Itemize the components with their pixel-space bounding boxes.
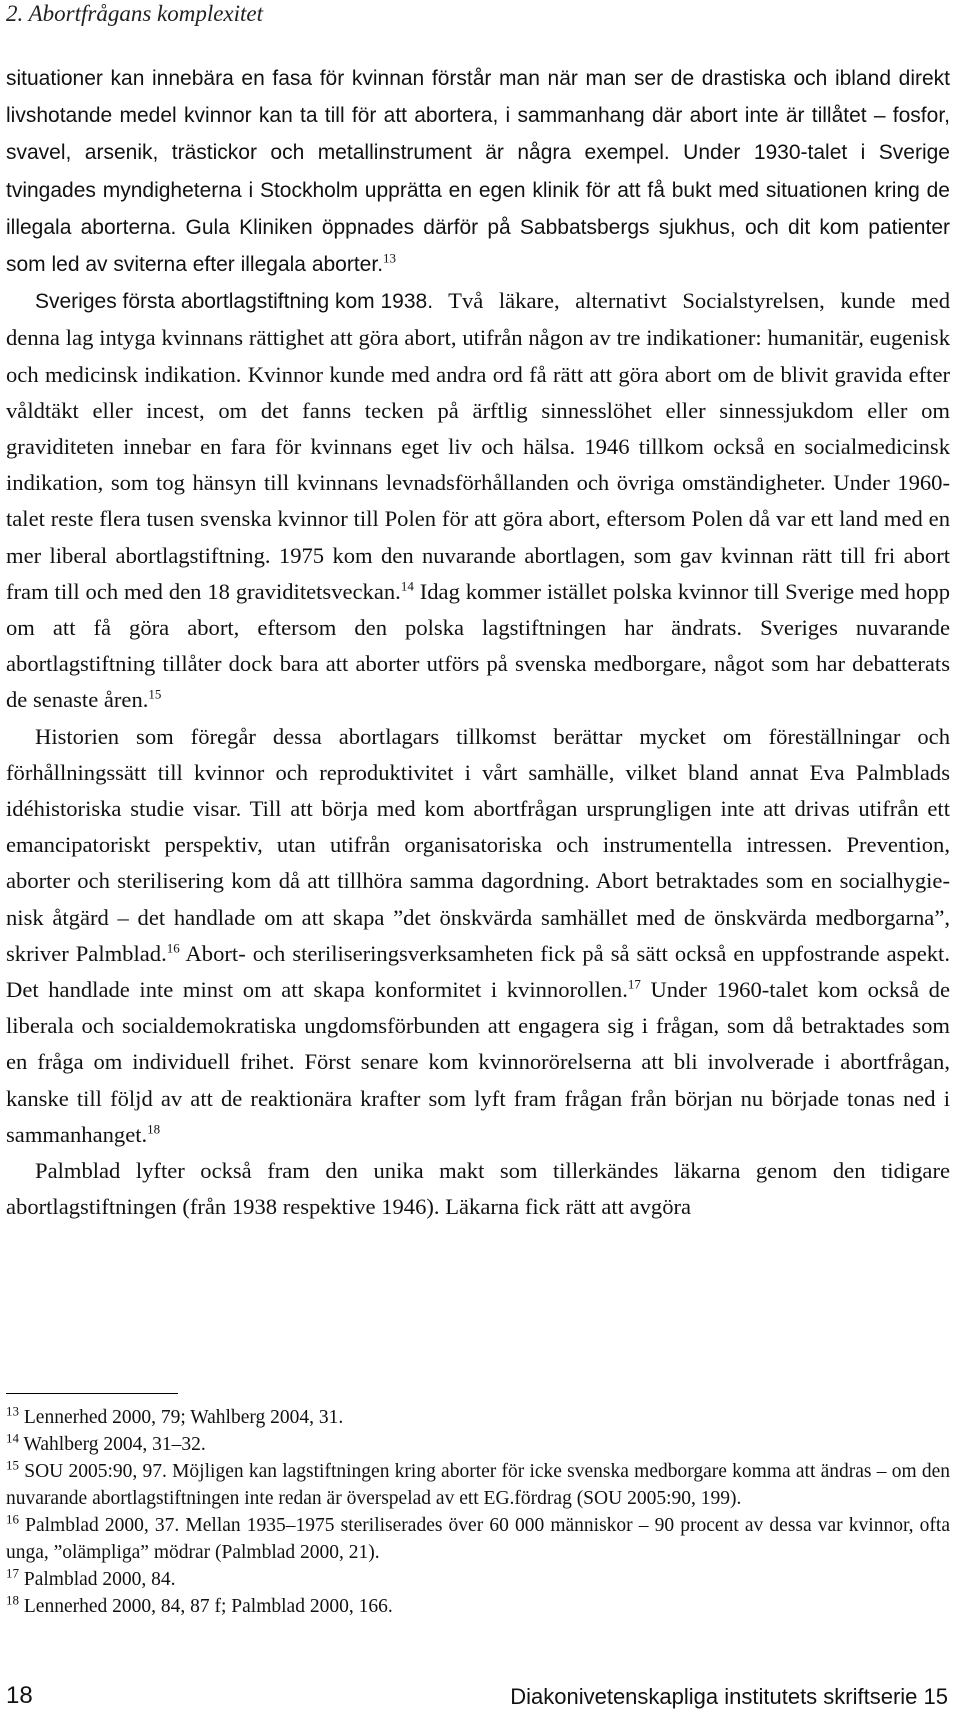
paragraph-4-text: Palmblad lyfter också fram den unika makt som tillerkändes läkarna genom den tidigare abortlagstiftningen (från 1938 respektive 1946). Läkarna fick rätt att avgöra [6, 1158, 950, 1220]
footnote-14 [6, 1431, 950, 1458]
footnote-number: 15 [6, 1457, 19, 1473]
paragraph-2-lead: Sveriges första abortlagstiftning kom 1938. [35, 290, 434, 314]
paragraph-4 [6, 1153, 950, 1225]
footnote-number: 14 [6, 1430, 19, 1446]
footnote-text: Palmblad 2000, 84. [19, 1569, 176, 1590]
footnote-16 [6, 1512, 950, 1566]
paragraph-3-text-c: Under 1960-talet kom också de liberala och socialdemokratiska ungdomsförbunden att engagera sig i frågan, som då betraktades som en fråga om individuell frihet. Först senare kom kvinnorörelserna att bli involverade i abortfrågan, kanske till följd av att de reaktionära krafter som lyft fram frågan från början nu började tonas ned i sammanhanget. [6, 977, 950, 1147]
footnote-17 [6, 1566, 950, 1593]
footnote-number: 17 [6, 1565, 19, 1581]
footnote-number: 18 [6, 1592, 19, 1608]
footnote-ref-18[interactable]: 18 [147, 1121, 161, 1137]
running-head: 2. Abortfrågans komplexitet [6, 1, 264, 26]
footnote-ref-13[interactable]: 13 [383, 250, 397, 266]
footnotes [6, 1404, 950, 1620]
paragraph-1 [6, 60, 950, 283]
footnote-divider [6, 1393, 178, 1394]
footnote-text: Lennerhed 2000, 79; Wahlberg 2004, 31. [19, 1407, 344, 1428]
footnote-number: 16 [6, 1511, 19, 1527]
footnote-13 [6, 1404, 950, 1431]
paragraph-2 [6, 283, 950, 718]
footnote-text: Lennerhed 2000, 84, 87 f; Palmblad 2000, 166. [19, 1596, 393, 1617]
body-text [6, 60, 950, 1226]
paragraph-3-text-b: Abort- och steriliseringsverksamheten fick på så sätt också en uppfostrande aspekt. Det handlade inte minst om att skapa konformitet i kvinnorollen. [6, 940, 950, 1003]
footnote-ref-17[interactable]: 17 [627, 976, 641, 992]
paragraph-2-text-a: Två läkare, alternativt Socialstyrelsen, kunde med denna lag intyga kvinnans rättighet att göra abort, utifrån någon av tre indikationer: humanitär, eugenisk och medicinsk indikation. Kvinnor kunde med andra ord få rätt att göra abort om de blivit gravida efter våldtäkt eller incest, om det fanns tecken på ärftlig sinnesslöhet eller sinnessjukdom eller om graviditeten innebar en fara för kvinnans eget liv och hälsa. 1946 tillkom också en socialmedicinsk indikation, som tog hänsyn till kvinnans levnadsförhållanden och övriga omständigheter. Under 1960-talet reste flera tusen svenska kvinnor till Polen för att göra abort, eftersom Polen då var ett land med en mer liberal abortlagstiftning. 1975 kom den nuvarande abortlagen, som gav kvinnan rätt till fri abort fram till och med den 18 graviditetsveckan. [6, 288, 950, 604]
footnote-15 [6, 1458, 950, 1512]
paragraph-3-text-a: Historien som föregår dessa abortlagars tillkomst berättar mycket om föreställningar och förhållningssätt till kvinnor och reproduktivitet i vårt samhälle, vilket bland annat Eva Palmblads idéhistoriska studie visar. Till att börja med kom abortfrågan ursprungligen inte att drivas utifrån ett emancipatoriskt perspektiv, utan utifrån organisatoriska och instrumentella intressen. Prevention, aborter och sterilisering kom då att tillhöra samma dagordning. Abort betraktades som en socialhygienisk åtgärd – det handlade om att skapa ”det önskvärda samhället med de önskvärda medborgarna”, skriver Palmblad. [6, 723, 950, 966]
paragraph-2-text-b: Idag kommer istället polska kvinnor till Sverige med hopp om att få göra abort, eftersom den polska lagstiftningen har ändrats. Sveriges nuvarande abortlagstiftning tillåter dock bara att aborter utförs på svenska medborgare, något som har debatterats de senaste åren. [6, 578, 950, 713]
footnote-number: 13 [6, 1403, 19, 1419]
paragraph-1-text: situationer kan innebära en fasa för kvinnan förstår man när man ser de drastiska och ibland direkt livshotande medel kvinnor kan ta till för att abortera, i sammanhang där abort inte är tillåtet – fosfor, svavel, arsenik, trästickor och metallinstrument är några exempel. Under 1930-talet i Sverige tvingades myndigheterna i Stockholm upprätta en egen klinik för att få bukt med situationen kring de illegala aborterna. Gula Kliniken öppnades därför på Sabbatsbergs sjukhus, och dit kom patienter som led av sviterna efter illegala aborter. [6, 67, 950, 277]
series-title: Diakonivetenskapliga institutets skriftserie 15 [510, 1684, 948, 1709]
paragraph-3 [6, 719, 950, 1153]
footnote-ref-16[interactable]: 16 [166, 940, 180, 956]
footnote-ref-15[interactable]: 15 [148, 686, 162, 702]
footnote-18 [6, 1593, 950, 1620]
footnote-text: Palmblad 2000, 37. Mellan 1935–1975 steriliserades över 60 000 människor – 90 procent av dessa var kvinnor, ofta unga, ”olämpliga” mödrar (Palmblad 2000, 21). [6, 1515, 950, 1563]
footnote-text: SOU 2005:90, 97. Möjligen kan lagstiftningen kring aborter för icke svenska medborgare komma att ändras – om den nuvarande abortlagstiftningen inte redan är överspelad av ett EG.fördrag (SOU 2005:90, 199). [6, 1461, 950, 1509]
footnote-ref-14[interactable]: 14 [400, 578, 414, 594]
page-number: 18 [6, 1682, 33, 1709]
footnote-text: Wahlberg 2004, 31–32. [19, 1434, 206, 1455]
